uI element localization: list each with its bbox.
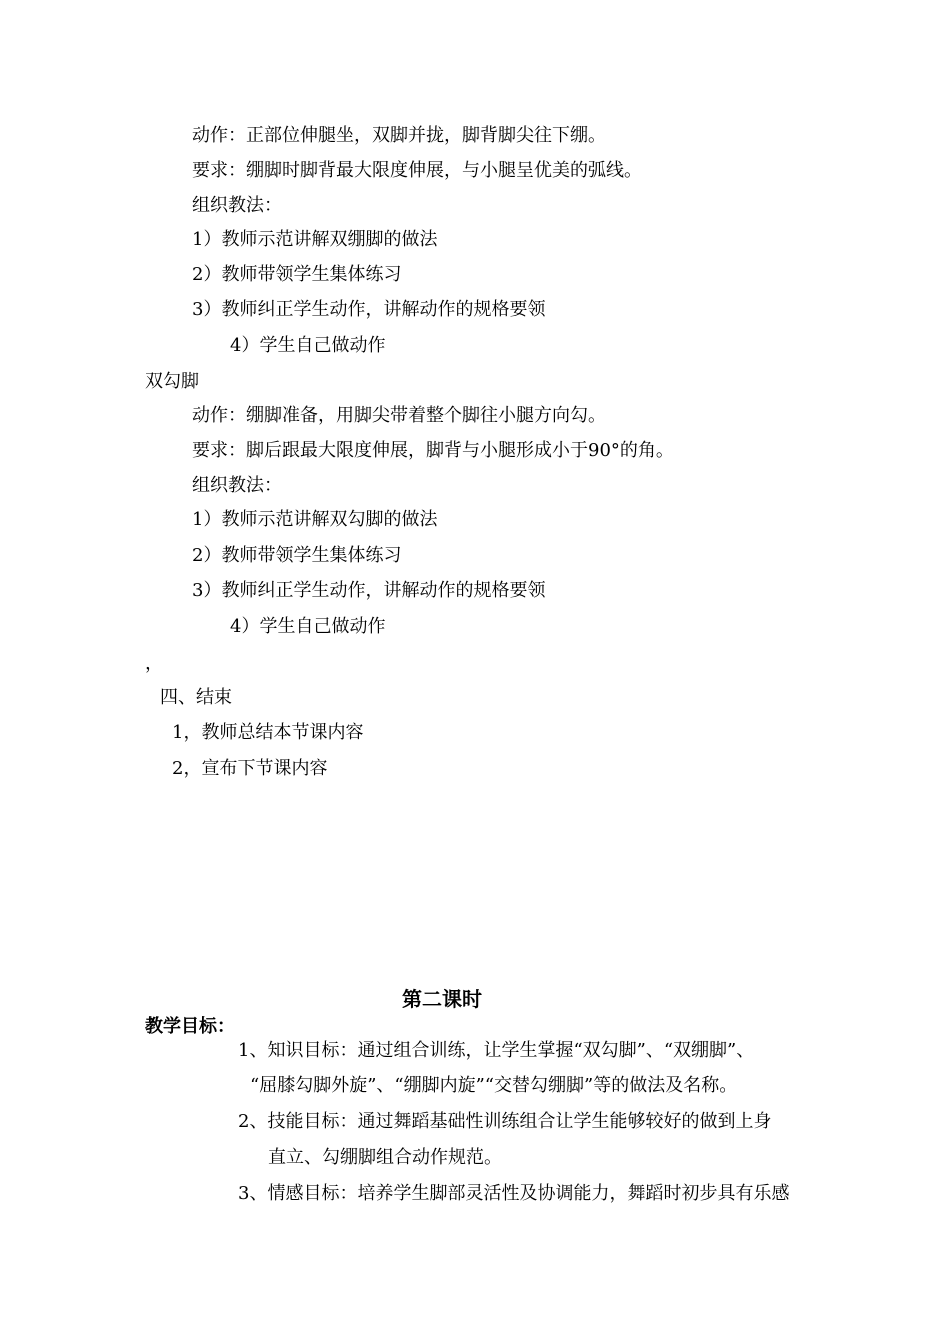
section2-org-method: 组织教法： bbox=[192, 475, 282, 496]
section2-step-3: 3）教师纠正学生动作，讲解动作的规格要领 bbox=[192, 580, 546, 601]
lesson2-title: 第二课时 bbox=[402, 987, 482, 1011]
ending-heading: 四、结束 bbox=[160, 687, 232, 708]
section2-step-2: 2）教师带领学生集体练习 bbox=[192, 545, 402, 566]
section1-step-1: 1）教师示范讲解双绷脚的做法 bbox=[192, 229, 438, 250]
section2-step-4: 4）学生自己做动作 bbox=[230, 616, 386, 637]
section2-action: 动作：绷脚准备，用脚尖带着整个脚往小腿方向勾。 bbox=[192, 405, 606, 426]
section2-step-1: 1）教师示范讲解双勾脚的做法 bbox=[192, 509, 438, 530]
section2-requirement: 要求：脚后跟最大限度伸展，脚背与小腿形成小于90°的角。 bbox=[192, 440, 674, 461]
ending-item-2: 2，宣布下节课内容 bbox=[172, 758, 328, 779]
stray-comma: ， bbox=[145, 653, 163, 674]
objective-1-line-2: “屈膝勾脚外旋”、“绷脚内旋”“交替勾绷脚”等的做法及名称。 bbox=[250, 1075, 738, 1096]
section2-heading: 双勾脚 bbox=[145, 371, 199, 392]
section1-org-method: 组织教法： bbox=[192, 195, 282, 216]
section1-step-4: 4）学生自己做动作 bbox=[230, 335, 386, 356]
objective-3-line-1: 3、情感目标：培养学生脚部灵活性及协调能力，舞蹈时初步具有乐感 bbox=[238, 1183, 790, 1204]
section1-action: 动作：正部位伸腿坐，双脚并拢，脚背脚尖往下绷。 bbox=[192, 125, 606, 146]
ending-item-1: 1，教师总结本节课内容 bbox=[172, 722, 364, 743]
section1-step-3: 3）教师纠正学生动作，讲解动作的规格要领 bbox=[192, 299, 546, 320]
section1-step-2: 2）教师带领学生集体练习 bbox=[192, 264, 402, 285]
objective-1-line-1: 1、知识目标：通过组合训练，让学生掌握“双勾脚”、“双绷脚”、 bbox=[238, 1040, 755, 1061]
objective-2-line-2: 直立、勾绷脚组合动作规范。 bbox=[268, 1147, 502, 1168]
section1-requirement: 要求：绷脚时脚背最大限度伸展，与小腿呈优美的弧线。 bbox=[192, 160, 642, 181]
objectives-label: 教学目标： bbox=[145, 1016, 235, 1037]
objective-2-line-1: 2、技能目标：通过舞蹈基础性训练组合让学生能够较好的做到上身 bbox=[238, 1111, 772, 1132]
